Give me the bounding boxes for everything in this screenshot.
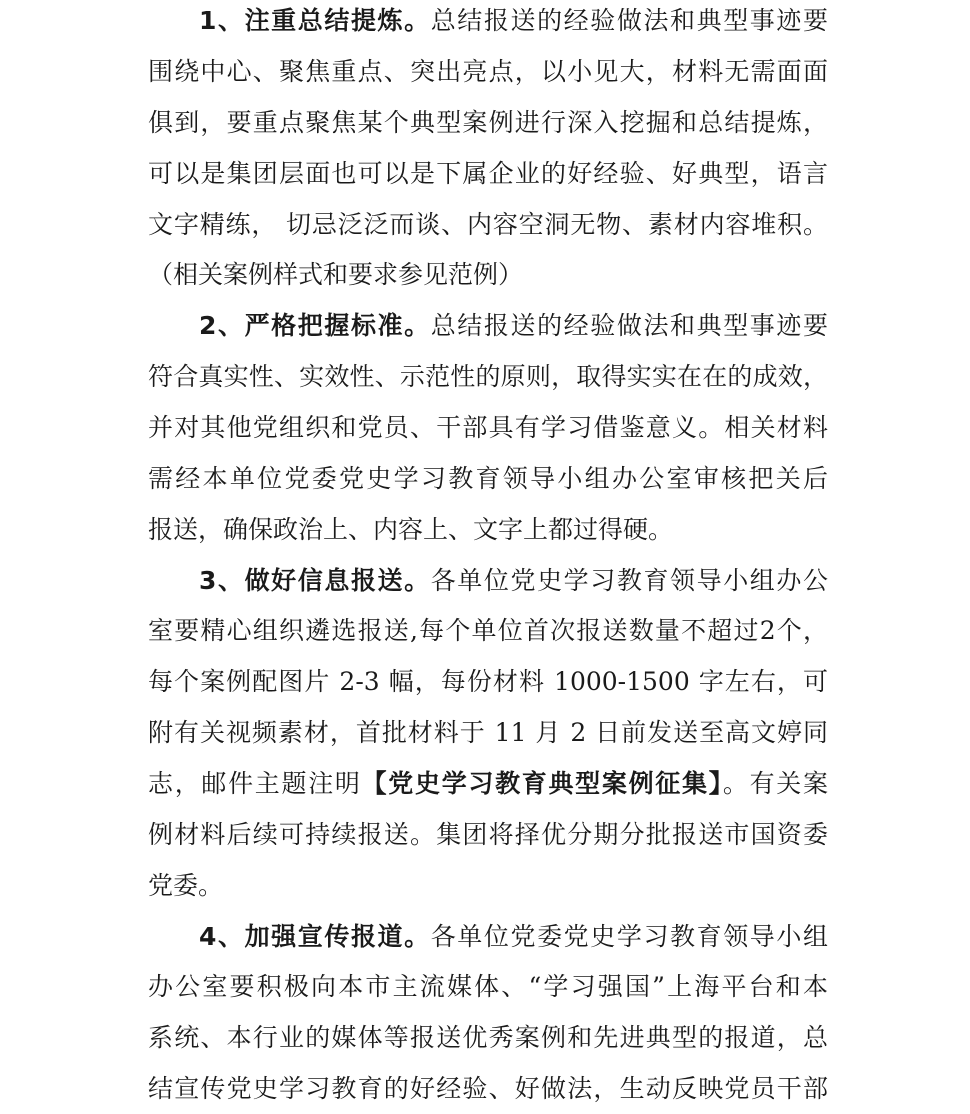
email-subject-bracket: 【党史学习教育典型案例征集】 bbox=[361, 769, 723, 798]
paragraph-1-line-2: 围绕中心、聚焦重点、突出亮点，以小见大，材料无需面面 bbox=[148, 57, 828, 86]
line-before-bracket: 志，邮件主题注明 bbox=[148, 769, 362, 798]
paragraph-4-line-1 bbox=[199, 920, 828, 954]
paragraph-3-line-5 bbox=[148, 767, 828, 801]
paragraph-2-line-3: 并对其他党组织和党员、干部具有学习借鉴意义。相关材料 bbox=[148, 413, 828, 442]
paragraph-1-line-6: （相关案例样式和要求参见范例） bbox=[148, 260, 524, 289]
paragraph-3-line-7: 党委。 bbox=[148, 871, 224, 900]
paragraph-2-line-5: 报送，确保政治上、内容上、文字上都过得硬。 bbox=[148, 515, 674, 544]
paragraph-3-line-1 bbox=[199, 564, 828, 598]
paragraph-2-line-4: 需经本单位党委党史学习教育领导小组办公室审核把关后 bbox=[148, 464, 828, 493]
section-1-heading: 1、注重总结提炼。 bbox=[199, 6, 431, 35]
paragraph-1-line-3: 俱到，要重点聚焦某个典型案例进行深入挖掘和总结提炼， bbox=[148, 108, 828, 137]
paragraph-4-line-3: 系统、本行业的媒体等报送优秀案例和先进典型的报道，总 bbox=[148, 1023, 828, 1052]
paragraph-1-line-5: 文字精练， 切忌泛泛而谈、内容空洞无物、素材内容堆积。 bbox=[148, 210, 828, 239]
paragraph-2-line-2: 符合真实性、实效性、示范性的原则，取得实实在在的成效， bbox=[148, 362, 828, 391]
section-2-text: 总结报送的经验做法和典型事迹要 bbox=[430, 311, 828, 340]
section-4-heading: 4、加强宣传报道。 bbox=[199, 922, 431, 951]
paragraph-3-line-3: 每个案例配图片 2-3 幅，每份材料 1000-1500 字左右，可 bbox=[148, 667, 828, 696]
line-after-bracket: 。有关案 bbox=[722, 769, 828, 798]
paragraph-3-line-4: 附有关视频素材，首批材料于 11 月 2 日前发送至高文婷同 bbox=[148, 718, 828, 747]
section-3-text: 各单位党史学习教育领导小组办公 bbox=[430, 566, 828, 595]
section-3-heading: 3、做好信息报送。 bbox=[199, 566, 431, 595]
paragraph-2-line-1 bbox=[199, 309, 828, 343]
paragraph-1-line-1 bbox=[199, 4, 828, 38]
section-4-text: 各单位党委党史学习教育领导小组 bbox=[430, 922, 828, 951]
paragraph-3-line-2: 室要精心组织遴选报送,每个单位首次报送数量不超过2个， bbox=[148, 616, 828, 645]
paragraph-3-line-6: 例材料后续可持续报送。集团将择优分期分批报送市国资委 bbox=[148, 820, 828, 849]
paragraph-4-line-2: 办公室要积极向本市主流媒体、“学习强国”上海平台和本 bbox=[148, 972, 828, 1001]
paragraph-4-line-4: 结宣传党史学习教育的好经验、好做法，生动反映党员干部 bbox=[148, 1074, 828, 1103]
paragraph-1-line-4: 可以是集团层面也可以是下属企业的好经验、好典型，语言 bbox=[148, 159, 828, 188]
section-2-heading: 2、严格把握标准。 bbox=[199, 311, 431, 340]
section-1-text: 总结报送的经验做法和典型事迹要 bbox=[430, 6, 828, 35]
